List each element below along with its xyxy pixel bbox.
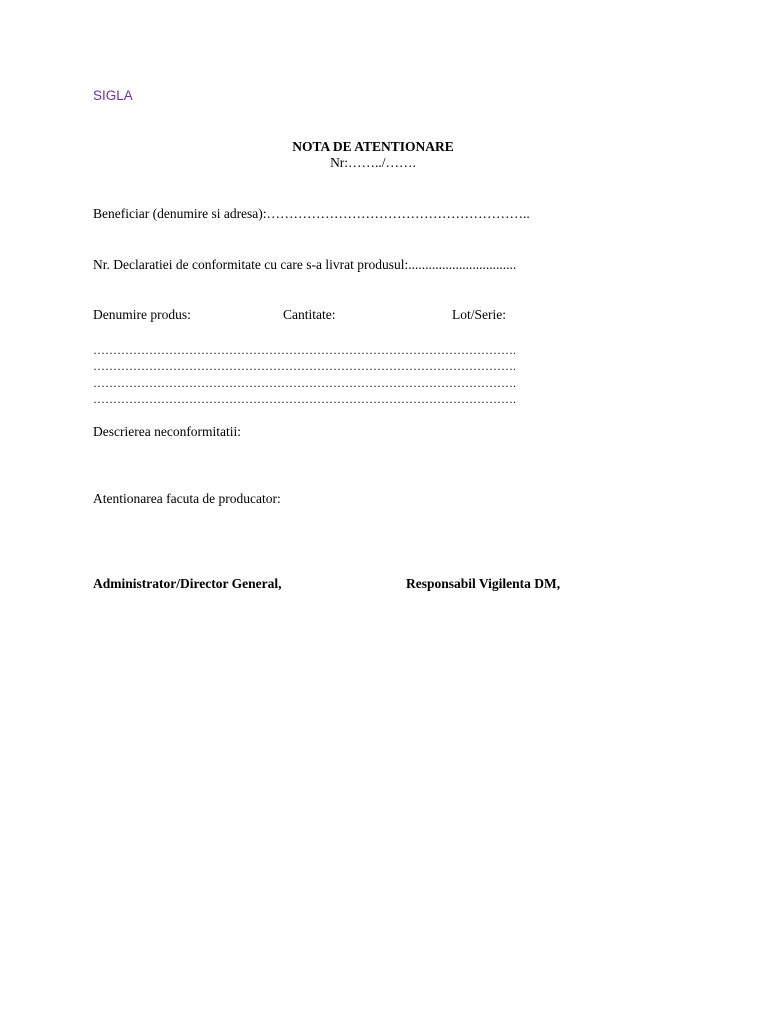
logo-placeholder: SIGLA xyxy=(93,88,133,103)
nonconformity-description-label: Descrierea neconformitatii: xyxy=(93,424,242,439)
document-number: Nr:……../……. xyxy=(330,155,416,170)
manufacturer-notice-label: Atentionarea facuta de producator: xyxy=(93,491,281,506)
vigilance-responsible-signature-label: Responsabil Vigilenta DM, xyxy=(406,576,561,591)
quantity-header: Cantitate: xyxy=(283,307,336,322)
document-title: NOTA DE ATENTIONARE xyxy=(292,139,454,154)
administrator-signature-label: Administrator/Director General, xyxy=(93,576,282,591)
lot-series-header: Lot/Serie: xyxy=(452,307,506,322)
product-dotted-row: ……………………………………………………………………………………………. xyxy=(93,359,516,373)
product-dotted-row: ……………………………………………………………………………………………. xyxy=(93,376,516,390)
product-dotted-row: ……………………………………………………………………………………………. xyxy=(93,343,516,357)
beneficiary-field: Beneficiar (denumire si adresa):………………………………………………….. xyxy=(93,206,530,221)
product-dotted-row: ……………………………………………………………………………………………. xyxy=(93,392,516,406)
declaration-number-field: Nr. Declaratiei de conformitate cu care s-a livrat produsul:................................ xyxy=(93,257,517,272)
product-name-header: Denumire produs: xyxy=(93,307,191,322)
